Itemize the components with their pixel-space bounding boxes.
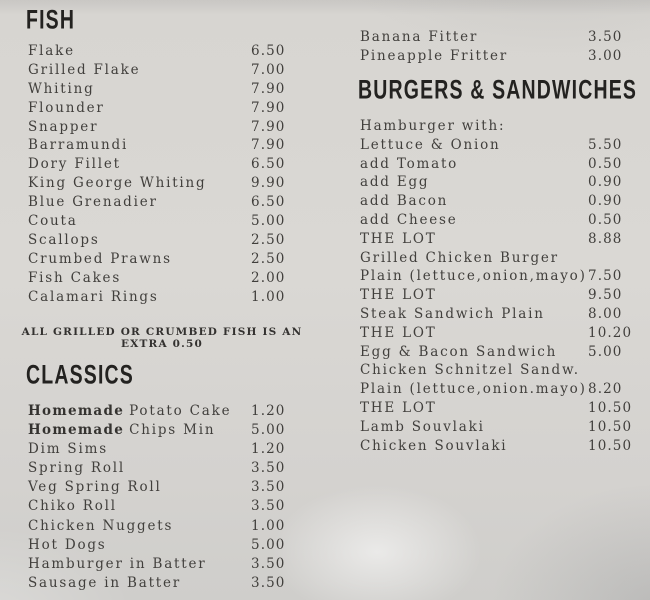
item-name: [360, 305, 545, 324]
item-name-text: Whiting: [28, 80, 95, 97]
menu-item-row: [28, 99, 293, 118]
item-price: 3.50: [251, 498, 286, 515]
menu-item-row: [28, 269, 293, 288]
item-price: 6.50: [251, 156, 286, 173]
item-name-text: Plain (lettuce,onion,mayo): [360, 268, 587, 285]
menu-item-row: [360, 380, 630, 399]
item-price: 3.50: [588, 29, 623, 45]
item-price: 7.90: [251, 80, 286, 97]
item-name: [360, 249, 559, 268]
menu-item-row: [28, 118, 293, 137]
section-title-fish: FISH: [26, 4, 76, 35]
item-name-text: Fish Cakes: [28, 269, 122, 286]
item-name: [28, 212, 78, 231]
menu-item-row: [360, 211, 630, 230]
item-name-text: Pineapple Fritter: [360, 48, 509, 64]
item-price: 3.50: [251, 555, 286, 572]
menu-item-row: [360, 286, 630, 305]
item-name: [28, 478, 162, 497]
menu-item-row: [360, 47, 630, 66]
item-name: [360, 418, 485, 437]
item-name-text: Potato Cake: [129, 403, 232, 419]
item-price: 8.00: [588, 305, 623, 322]
item-price: 5.50: [588, 136, 623, 153]
menu-item-row: [28, 288, 293, 307]
item-name: [28, 61, 140, 80]
menu-item-row: [28, 497, 293, 516]
item-name: [28, 459, 125, 478]
item-name-text: Chicken Schnitzel Sandw.: [360, 362, 580, 379]
item-name-text: Flounder: [28, 99, 105, 116]
menu-item-row: [28, 402, 293, 421]
note-line-2: EXTRA 0.50: [120, 337, 204, 350]
item-price: 6.50: [251, 194, 286, 211]
item-name: [28, 250, 172, 269]
item-name: [360, 399, 437, 418]
section-title-classics: CLASSICS: [26, 359, 134, 390]
menu-item-row: [360, 136, 630, 155]
item-price: 2.50: [251, 250, 286, 267]
item-price: 1.00: [251, 288, 286, 305]
menu-item-row: [360, 192, 630, 211]
item-name: [360, 173, 429, 192]
item-name: [28, 193, 158, 212]
item-name: [28, 517, 173, 536]
item-price: 0.50: [588, 211, 623, 228]
item-name-text: Steak Sandwich Plain: [360, 305, 545, 322]
item-price: 7.90: [251, 118, 286, 135]
item-name: [28, 269, 121, 288]
menu-item-row: [360, 305, 630, 324]
menu-item-row: [28, 61, 293, 80]
item-price: 5.00: [251, 422, 286, 439]
item-name-text: Lettuce & Onion: [360, 136, 501, 153]
item-name-text: Spring Roll: [28, 460, 126, 477]
fritter-item-list: [360, 28, 630, 66]
item-price: 10.50: [588, 399, 633, 416]
item-name-text: Chiko Roll: [28, 498, 117, 515]
item-price: 3.00: [588, 48, 623, 64]
menu-item-row: [360, 437, 633, 456]
item-name: [360, 361, 580, 380]
item-name-text: Grilled Chicken Burger: [360, 249, 559, 266]
item-price: 7.90: [251, 99, 286, 116]
menu-item-row: [360, 418, 633, 437]
item-name: [28, 288, 159, 307]
menu-item-row: [360, 399, 633, 418]
item-price: 5.00: [251, 536, 286, 553]
item-price: 0.50: [588, 155, 623, 172]
item-name: [360, 47, 508, 66]
item-name-text: Egg & Bacon Sandwich: [360, 343, 558, 360]
item-price: 7.00: [251, 61, 286, 78]
menu-item-row: [28, 555, 293, 574]
item-name: [360, 117, 505, 136]
item-name: [28, 136, 128, 155]
item-price: 3.50: [251, 479, 286, 496]
item-price: 0.90: [588, 193, 623, 210]
item-name-text: Banana Fitter: [360, 29, 479, 45]
menu-item-row: [28, 478, 293, 497]
item-name: [28, 555, 207, 574]
item-name-text: Chicken Souvlaki: [360, 437, 508, 454]
menu-item-row: [28, 250, 293, 269]
item-name: [28, 574, 181, 593]
item-name-text: add Tomato: [360, 155, 459, 172]
item-name: [28, 497, 117, 516]
fish-surcharge-note: [12, 327, 312, 350]
item-price: 10.20: [588, 324, 633, 341]
item-name-text: Couta: [28, 213, 78, 230]
item-name-text: Dory Fillet: [28, 156, 121, 173]
menu-item-row: [28, 155, 293, 174]
item-price: 1.20: [251, 403, 286, 419]
menu-item-row: [360, 249, 630, 268]
item-name-text: THE LOT: [360, 399, 437, 416]
fish-item-list: [28, 42, 293, 306]
item-price: 1.20: [251, 441, 286, 458]
item-name: [360, 343, 557, 362]
menu-item-row: [28, 80, 293, 99]
item-price: 7.50: [588, 268, 623, 285]
item-name-text: Dim Sims: [28, 441, 108, 458]
item-name-text: THE LOT: [360, 324, 437, 341]
item-name-text: Plain (lettuce,onion.mayo): [360, 381, 587, 398]
menu-item-row: [28, 193, 293, 212]
item-price: 8.88: [588, 230, 623, 247]
item-name-text: Lamb Souvlaki: [360, 418, 485, 435]
item-price: 5.00: [588, 343, 623, 360]
item-name-text: Hamburger with:: [360, 118, 506, 134]
item-name: [28, 155, 121, 174]
item-name: [360, 380, 587, 399]
item-price: 2.50: [251, 231, 286, 248]
item-name: [360, 267, 587, 286]
menu-item-row: [360, 361, 630, 380]
item-name-bold-prefix: Homemade: [28, 422, 125, 439]
item-name: [28, 231, 100, 250]
menu-item-row: [28, 440, 293, 459]
menu-item-row: [360, 324, 633, 343]
item-name-text: Calamari Rings: [28, 288, 159, 305]
menu-item-row: [28, 136, 293, 155]
item-price: 9.90: [251, 175, 286, 192]
item-price: 8.20: [588, 381, 623, 398]
menu-item-row: [360, 155, 630, 174]
item-name-text: Barramundi: [28, 137, 129, 154]
menu-item-row: [360, 343, 630, 362]
item-name-bold-prefix: Homemade: [28, 403, 125, 419]
menu-item-row: [28, 574, 293, 593]
item-name: [360, 136, 501, 155]
item-price: 5.00: [251, 213, 286, 230]
item-name-text: Flake: [28, 43, 75, 59]
menu-item-row: [28, 421, 293, 440]
item-name-text: THE LOT: [360, 230, 437, 247]
menu-item-row: [28, 231, 293, 250]
item-name: [28, 99, 105, 118]
item-name: [360, 286, 437, 305]
item-name-text: add Bacon: [360, 193, 449, 210]
menu-item-row: [28, 212, 293, 231]
item-price: 3.50: [251, 460, 286, 477]
item-name-text: Hot Dogs: [28, 536, 107, 553]
item-price: 6.50: [251, 43, 286, 59]
menu-item-row: [360, 28, 630, 47]
item-name: [360, 192, 448, 211]
item-name-text: Snapper: [28, 118, 99, 135]
menu-item-row: [360, 117, 630, 136]
item-name-text: Grilled Flake: [28, 61, 141, 78]
item-name: [28, 402, 231, 421]
menu-item-row: [28, 174, 293, 193]
item-price: 9.50: [588, 287, 623, 304]
note-line-1: ALL GRILLED OR CRUMBED FISH IS AN: [21, 326, 303, 338]
classics-item-list: [28, 402, 293, 593]
burgers-item-list: [360, 117, 633, 455]
item-name: [28, 118, 98, 137]
item-name-text: add Egg: [360, 174, 430, 191]
item-name-text: Sausage in Batter: [28, 574, 182, 591]
item-name-text: Hamburger in Batter: [28, 555, 207, 572]
menu-item-row: [28, 536, 293, 555]
item-name: [28, 440, 108, 459]
item-name-text: Crumbed Prawns: [28, 250, 172, 267]
item-name: [360, 324, 437, 343]
item-name: [28, 536, 107, 555]
item-name: [360, 211, 458, 230]
menu-item-row: [28, 459, 293, 478]
item-name: [360, 437, 507, 456]
item-name: [28, 174, 206, 193]
item-price: 7.90: [251, 137, 286, 154]
menu-item-row: [360, 173, 630, 192]
item-name-text: Scallops: [28, 231, 100, 248]
item-name-text: THE LOT: [360, 287, 437, 304]
item-price: 1.00: [251, 517, 286, 534]
menu-item-row: [360, 230, 630, 249]
menu-item-row: [28, 517, 293, 536]
item-price: 0.90: [588, 174, 623, 191]
item-price: 3.50: [251, 574, 286, 591]
item-name: [28, 42, 75, 61]
item-name-text: Chicken Nuggets: [28, 517, 174, 534]
item-name: [28, 421, 215, 440]
menu-item-row: [360, 267, 630, 286]
item-name: [28, 80, 95, 99]
item-price: 10.50: [588, 437, 633, 454]
item-price: 2.00: [251, 269, 286, 286]
item-name-text: Blue Grenadier: [28, 194, 158, 211]
section-title-burgers-sandwiches: BURGERS & SANDWICHES: [358, 74, 638, 105]
menu-item-row: [28, 42, 293, 61]
item-name: [360, 155, 458, 174]
item-price: 10.50: [588, 418, 633, 435]
item-name: [360, 230, 437, 249]
item-name: [360, 28, 478, 47]
item-name-text: King George Whiting: [28, 175, 207, 192]
item-name-text: Chips Min: [129, 422, 216, 439]
item-name-text: add Cheese: [360, 211, 458, 228]
item-name-text: Veg Spring Roll: [28, 479, 162, 496]
